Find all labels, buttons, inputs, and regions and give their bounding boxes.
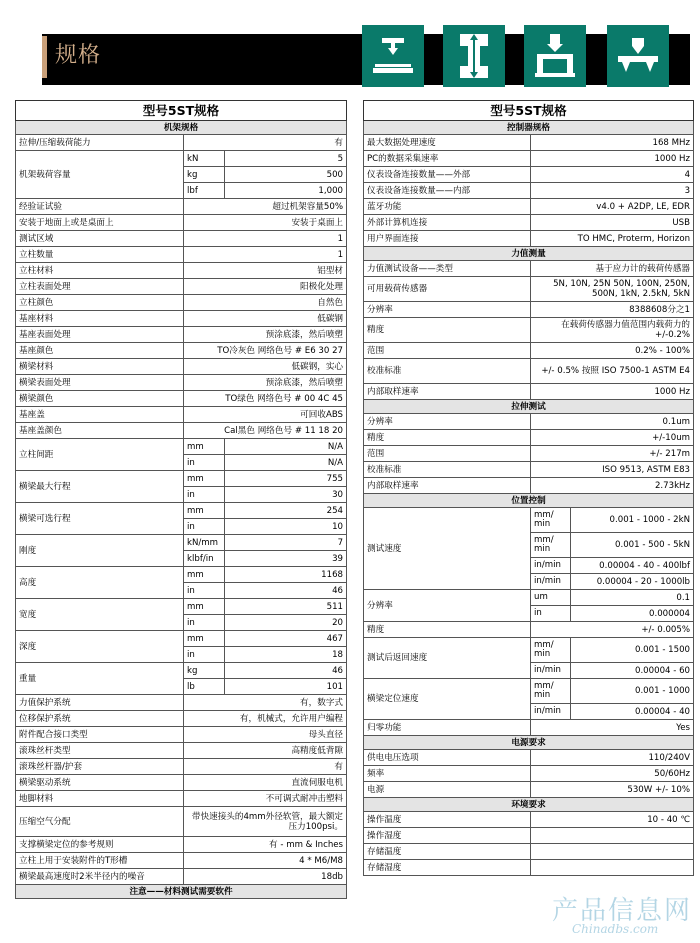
spec-value: 0.001 - 1500: [571, 638, 694, 663]
spec-label: 横梁表面处理: [16, 375, 184, 391]
spec-value: 可回收ABS: [184, 407, 347, 423]
header-accent-stripe: [42, 36, 47, 78]
spec-unit: in: [184, 615, 225, 631]
spec-row: [16, 471, 347, 487]
spec-label: 基座盖: [16, 407, 184, 423]
table-title: 型号5ST规格: [364, 101, 694, 121]
table-title: 型号5ST规格: [16, 101, 347, 121]
spec-row: [16, 807, 347, 837]
spec-value: 18: [225, 647, 347, 663]
watermark-cn: 产品信息网: [552, 896, 693, 926]
spec-row: [16, 503, 347, 519]
spec-row: [364, 384, 694, 400]
spec-value: 带快速接头的4mm外径软管，最大额定压力100psi。: [184, 807, 347, 837]
spec-value: 1: [184, 231, 347, 247]
spec-value: 46: [225, 663, 347, 679]
spec-value: 0.00004 - 40: [571, 704, 694, 720]
spec-row: [16, 663, 347, 679]
spec-row: [16, 791, 347, 807]
spec-row: [16, 423, 347, 439]
spec-label: 地脚材料: [16, 791, 184, 807]
spec-row: [16, 775, 347, 791]
spec-label: 测试区域: [16, 231, 184, 247]
spec-value: 0.001 - 1000: [571, 679, 694, 704]
spec-value: v4.0 + A2DP, LE, EDR: [531, 199, 694, 215]
spec-value: 530W +/- 10%: [531, 782, 694, 798]
spec-label: 基座材料: [16, 311, 184, 327]
spec-row: [364, 844, 694, 860]
spec-unit: mm/ min: [531, 533, 571, 558]
spec-label: 附件配合接口类型: [16, 727, 184, 743]
spec-label: 横梁可选行程: [16, 503, 184, 535]
section-header-row: [364, 798, 694, 812]
spec-value: 低碳钢: [184, 311, 347, 327]
spec-row: [16, 311, 347, 327]
spec-label: 频率: [364, 766, 531, 782]
section-header: 力值测量: [364, 247, 694, 261]
flexure-test-icon: [524, 25, 586, 87]
spec-value: 7: [225, 535, 347, 551]
spec-label: 存储温度: [364, 844, 531, 860]
spec-label: 外部计算机连接: [364, 215, 531, 231]
spec-unit: kN: [184, 151, 225, 167]
spec-row: [16, 151, 347, 167]
spec-value: 母头直径: [184, 727, 347, 743]
spec-unit: kg: [184, 167, 225, 183]
spec-row: [364, 679, 694, 704]
spec-value: N/A: [225, 439, 347, 455]
spec-row: [364, 638, 694, 663]
spec-label: 最大数据处理速度: [364, 135, 531, 151]
spec-value: 1000 Hz: [531, 151, 694, 167]
spec-value: USB: [531, 215, 694, 231]
spec-label: 立柱表面处理: [16, 279, 184, 295]
spec-label: 重量: [16, 663, 184, 695]
spec-value: 自然色: [184, 295, 347, 311]
spec-row: [364, 231, 694, 247]
spec-label: 操作湿度: [364, 828, 531, 844]
spec-value: 铝型材: [184, 263, 347, 279]
spec-value: 有，数字式: [184, 695, 347, 711]
spec-value: 30: [225, 487, 347, 503]
left-spec-table: [15, 100, 347, 899]
spec-row: [16, 439, 347, 455]
spec-row: [364, 199, 694, 215]
spec-label: 横梁最高速度时2米半径内的噪音: [16, 869, 184, 885]
spec-value: 1000 Hz: [531, 384, 694, 400]
spec-unit: in: [531, 606, 571, 622]
spec-value: 0.00004 - 20 - 1000lb: [571, 574, 694, 590]
spec-value: 在载荷传感器力值范围内载荷力的 +/-0.2%: [531, 318, 694, 343]
spec-value: 0.1: [571, 590, 694, 606]
spec-label: 刚度: [16, 535, 184, 567]
spec-label: 横梁最大行程: [16, 471, 184, 503]
spec-label: 安装于地面上或是桌面上: [16, 215, 184, 231]
spec-value: 直流伺服电机: [184, 775, 347, 791]
watermark-en: Chinadbs.com: [572, 922, 659, 936]
spec-row: [16, 599, 347, 615]
spec-label: 立柱间距: [16, 439, 184, 471]
spec-label: 横梁驱动系统: [16, 775, 184, 791]
spec-value: 有: [184, 135, 347, 151]
spec-unit: lb: [184, 679, 225, 695]
spec-value: 1: [184, 247, 347, 263]
spec-label: 范围: [364, 343, 531, 359]
section-header-row: [364, 247, 694, 261]
spec-value: 0.00004 - 60: [571, 663, 694, 679]
spec-label: 分辨率: [364, 414, 531, 430]
spec-label: 内部取样速率: [364, 384, 531, 400]
spec-value: 254: [225, 503, 347, 519]
spec-row: [16, 375, 347, 391]
spec-row: [16, 391, 347, 407]
spec-row: [364, 302, 694, 318]
spec-row: [16, 567, 347, 583]
spec-row: [364, 782, 694, 798]
spec-value: 超过机架容量50%: [184, 199, 347, 215]
spec-unit: mm/ min: [531, 638, 571, 663]
spec-label: 仪表设备连接数量——内部: [364, 183, 531, 199]
spec-label: 立柱数量: [16, 247, 184, 263]
watermark: [540, 890, 700, 943]
spec-value: Yes: [531, 720, 694, 736]
spec-label: 立柱颜色: [16, 295, 184, 311]
spec-value: 5N, 10N, 25N 50N, 100N, 250N, 500N, 1kN, 2.5kN, 5kN: [531, 277, 694, 302]
spec-unit: mm: [184, 503, 225, 519]
spec-value: 39: [225, 551, 347, 567]
page-title: 规格: [55, 43, 102, 68]
spec-label: 位移保护系统: [16, 711, 184, 727]
spec-label: 测试后返回速度: [364, 638, 531, 679]
tensile-test-icon: [443, 25, 505, 87]
spec-row: [364, 622, 694, 638]
spec-row: [16, 215, 347, 231]
spec-row: [16, 695, 347, 711]
spec-label: 力值测试设备——类型: [364, 261, 531, 277]
spec-label: 范围: [364, 446, 531, 462]
spec-label: 支撑横梁定位的参考规则: [16, 837, 184, 853]
spec-value: 基于应力计的载荷传感器: [531, 261, 694, 277]
spec-label: 基座颜色: [16, 343, 184, 359]
spec-label: 力值保护系统: [16, 695, 184, 711]
spec-value: 预涂底漆，然后喷塑: [184, 327, 347, 343]
spec-value: +/- 0.005%: [531, 622, 694, 638]
spec-value: 有，机械式，允许用户编程: [184, 711, 347, 727]
spec-row: [364, 277, 694, 302]
spec-row: [16, 295, 347, 311]
spec-value: TO冷灰色 网络色号 # E6 30 27: [184, 343, 347, 359]
spec-label: 立柱材料: [16, 263, 184, 279]
spec-value: 预涂底漆，然后喷塑: [184, 375, 347, 391]
spec-row: [16, 231, 347, 247]
spec-row: [364, 343, 694, 359]
spec-label: 蓝牙功能: [364, 199, 531, 215]
section-header: 控制器规格: [364, 121, 694, 135]
spec-unit: lbf: [184, 183, 225, 199]
spec-label: 横梁材料: [16, 359, 184, 375]
spec-row: [364, 167, 694, 183]
spec-unit: in: [184, 583, 225, 599]
spec-label: 横梁颜色: [16, 391, 184, 407]
spec-value: 511: [225, 599, 347, 615]
section-header-row: [364, 121, 694, 135]
spec-label: 横梁定位速度: [364, 679, 531, 720]
spec-value: 0.00004 - 40 - 400lbf: [571, 558, 694, 574]
spec-value: 2.73kHz: [531, 478, 694, 494]
spec-value: [531, 860, 694, 876]
spec-row: [364, 590, 694, 606]
spec-label: 机架载荷容量: [16, 151, 184, 199]
spec-label: 供电电压选项: [364, 750, 531, 766]
spec-value: 46: [225, 583, 347, 599]
spec-row: [364, 359, 694, 384]
spec-value: 755: [225, 471, 347, 487]
spec-unit: in/min: [531, 704, 571, 720]
spec-value: 3: [531, 183, 694, 199]
spec-row: [364, 720, 694, 736]
spec-label: 滚珠丝杆器/护套: [16, 759, 184, 775]
spec-unit: in/min: [531, 663, 571, 679]
spec-row: [16, 343, 347, 359]
spec-label: 经验证试验: [16, 199, 184, 215]
spec-value: +/- 217m: [531, 446, 694, 462]
spec-row: [364, 318, 694, 343]
spec-row: [364, 828, 694, 844]
spec-value: 不可调式耐冲击塑料: [184, 791, 347, 807]
spec-row: [16, 853, 347, 869]
spec-unit: in/min: [531, 574, 571, 590]
spec-value: 1168: [225, 567, 347, 583]
spec-row: [16, 247, 347, 263]
spec-label: 高度: [16, 567, 184, 599]
section-header-row: [16, 121, 347, 135]
spec-row: [16, 135, 347, 151]
spec-row: [16, 869, 347, 885]
spec-value: 5: [225, 151, 347, 167]
spec-unit: in: [184, 487, 225, 503]
spec-row: [16, 743, 347, 759]
spec-row: [364, 183, 694, 199]
spec-label: 电源: [364, 782, 531, 798]
spec-label: 精度: [364, 622, 531, 638]
spec-row: [16, 759, 347, 775]
spec-value: 20: [225, 615, 347, 631]
spec-row: [16, 279, 347, 295]
section-header: 注意——材料测试需要软件: [16, 885, 347, 899]
section-header: 环境要求: [364, 798, 694, 812]
spec-row: [364, 215, 694, 231]
spec-value: TO绿色 网络色号 # 00 4C 45: [184, 391, 347, 407]
spec-label: 宽度: [16, 599, 184, 631]
spec-unit: mm: [184, 631, 225, 647]
spec-value: 0.000004: [571, 606, 694, 622]
spec-row: [364, 430, 694, 446]
spec-value: Cal黑色 网络色号 # 11 18 20: [184, 423, 347, 439]
spec-row: [16, 631, 347, 647]
spec-label: 滚珠丝杆类型: [16, 743, 184, 759]
spec-label: 拉伸/压缩载荷能力: [16, 135, 184, 151]
spec-row: [364, 750, 694, 766]
spec-row: [16, 327, 347, 343]
spec-value: 168 MHz: [531, 135, 694, 151]
spec-unit: klbf/in: [184, 551, 225, 567]
spec-label: PC的数据采集速率: [364, 151, 531, 167]
spec-value: 10 - 40 ℃: [531, 812, 694, 828]
spec-value: [531, 844, 694, 860]
spec-row: [364, 462, 694, 478]
spec-label: 分辨率: [364, 302, 531, 318]
spec-unit: in: [184, 647, 225, 663]
spec-row: [16, 407, 347, 423]
spec-row: [16, 359, 347, 375]
spec-value: 500: [225, 167, 347, 183]
spec-label: 压缩空气分配: [16, 807, 184, 837]
spec-unit: in: [184, 519, 225, 535]
spec-value: +/-10um: [531, 430, 694, 446]
spec-value: 10: [225, 519, 347, 535]
spec-row: [364, 151, 694, 167]
spec-row: [364, 508, 694, 533]
spec-value: 4 * M6/M8: [184, 853, 347, 869]
spec-label: 立柱上用于安装附件的T形槽: [16, 853, 184, 869]
spec-label: 校准标准: [364, 359, 531, 384]
spec-row: [16, 535, 347, 551]
three-point-bend-icon: [607, 25, 669, 87]
spec-unit: kg: [184, 663, 225, 679]
section-header-row: [364, 736, 694, 750]
spec-label: 基座表面处理: [16, 327, 184, 343]
spec-unit: in/min: [531, 558, 571, 574]
spec-value: 低碳钢，实心: [184, 359, 347, 375]
spec-unit: mm/ min: [531, 508, 571, 533]
spec-value: 467: [225, 631, 347, 647]
section-header: 电源要求: [364, 736, 694, 750]
spec-value: 50/60Hz: [531, 766, 694, 782]
spec-row: [16, 199, 347, 215]
spec-value: 有 - mm & Inches: [184, 837, 347, 853]
compression-test-icon: [362, 25, 424, 87]
spec-value: N/A: [225, 455, 347, 471]
spec-row: [364, 812, 694, 828]
spec-value: 101: [225, 679, 347, 695]
spec-label: 精度: [364, 430, 531, 446]
spec-unit: mm: [184, 567, 225, 583]
spec-value: 0.2% - 100%: [531, 343, 694, 359]
spec-label: 内部取样速率: [364, 478, 531, 494]
spec-row: [364, 135, 694, 151]
spec-row: [16, 727, 347, 743]
spec-value: [531, 828, 694, 844]
table-title-row: [364, 101, 694, 121]
spec-label: 基座盖颜色: [16, 423, 184, 439]
spec-label: 归零功能: [364, 720, 531, 736]
spec-label: 操作温度: [364, 812, 531, 828]
spec-value: 0.001 - 1000 - 2kN: [571, 508, 694, 533]
section-header-row: [364, 494, 694, 508]
spec-row: [364, 860, 694, 876]
right-spec-table: [363, 100, 694, 876]
section-header: 位置控制: [364, 494, 694, 508]
spec-value: 高精度低背隙: [184, 743, 347, 759]
spec-value: 0.1um: [531, 414, 694, 430]
spec-unit: mm: [184, 471, 225, 487]
spec-row: [364, 766, 694, 782]
spec-label: 用户界面连接: [364, 231, 531, 247]
spec-value: 安装于桌面上: [184, 215, 347, 231]
spec-value: 0.001 - 500 - 5kN: [571, 533, 694, 558]
spec-value: 阳极化处理: [184, 279, 347, 295]
section-header-row: [16, 885, 347, 899]
spec-value: 有: [184, 759, 347, 775]
spec-unit: mm: [184, 599, 225, 615]
spec-unit: um: [531, 590, 571, 606]
spec-row: [364, 414, 694, 430]
spec-label: 精度: [364, 318, 531, 343]
spec-row: [364, 446, 694, 462]
spec-unit: mm/ min: [531, 679, 571, 704]
table-title-row: [16, 101, 347, 121]
section-header: 拉伸测试: [364, 400, 694, 414]
spec-label: 深度: [16, 631, 184, 663]
spec-label: 测试速度: [364, 508, 531, 590]
spec-value: TO HMC, Proterm, Horizon: [531, 231, 694, 247]
spec-label: 分辨率: [364, 590, 531, 622]
spec-label: 可用载荷传感器: [364, 277, 531, 302]
spec-value: 4: [531, 167, 694, 183]
spec-value: 1,000: [225, 183, 347, 199]
spec-unit: in: [184, 455, 225, 471]
section-header: 机架规格: [16, 121, 347, 135]
spec-value: ISO 9513, ASTM E83: [531, 462, 694, 478]
spec-row: [16, 711, 347, 727]
spec-row: [364, 478, 694, 494]
spec-value: 8388608分之1: [531, 302, 694, 318]
spec-label: 存储湿度: [364, 860, 531, 876]
section-header-row: [364, 400, 694, 414]
spec-row: [16, 837, 347, 853]
spec-unit: kN/mm: [184, 535, 225, 551]
spec-value: 110/240V: [531, 750, 694, 766]
spec-row: [16, 263, 347, 279]
spec-label: 校准标准: [364, 462, 531, 478]
spec-row: [364, 261, 694, 277]
spec-label: 仪表设备连接数量——外部: [364, 167, 531, 183]
spec-value: +/- 0.5% 按照 ISO 7500-1 ASTM E4: [531, 359, 694, 384]
spec-value: 18db: [184, 869, 347, 885]
spec-unit: mm: [184, 439, 225, 455]
